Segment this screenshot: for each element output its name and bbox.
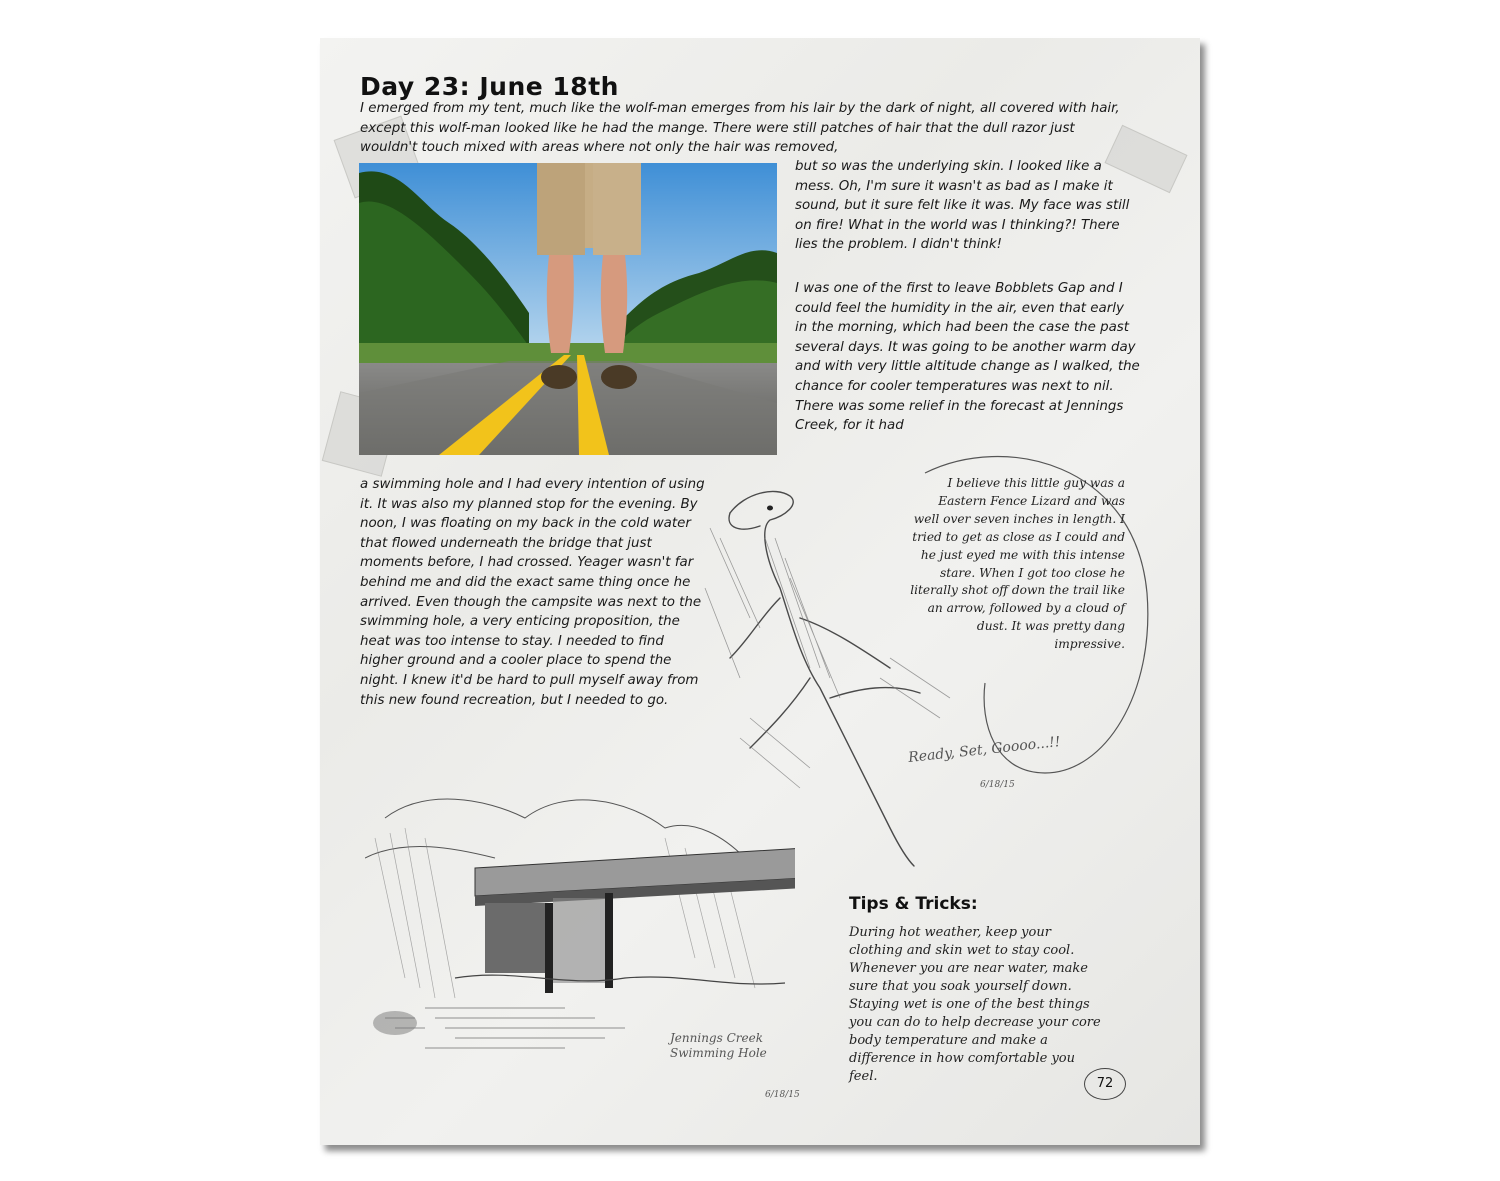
lizard-note: I believe this little guy was a Eastern Fence Lizard and was well over seven inches in length. I tried to get as close as I could and he just eyed me with this intense stare. When I got too close he literally shot off down the trail like an arrow, followed by a cloud of dust. It was pretty dang impressive. (910, 476, 1125, 652)
third-paragraph: a swimming hole and I had every intention of using it. It was also my planned stop for the evening. By noon, I was floating on my back in the cold water that flowed underneath the bridge that just moments before, I had crossed. Yeager wasn't far behind me and did the exact same thing once he arrived. Even though the campsite was next to the swimming hole, a very enticing proposition, the heat was too intense to stay. I needed to find higher ground and a cooler place to spend the night. I knew it'd be hard to pull myself away from this new found recreation, but I needed to go. (360, 477, 705, 708)
lizard-date: 6/18/15 (980, 780, 1015, 790)
page-title: Day 23: June 18th (360, 72, 619, 101)
bridge-date: 6/18/15 (765, 1090, 800, 1100)
bridge-caption: Jennings Creek Swimming Hole (670, 1031, 767, 1060)
journal-page (320, 38, 1200, 1145)
lizard-caption: Ready, Set, Goooo...!! (907, 734, 1062, 766)
second-paragraph: I was one of the first to leave Bobblets Gap and I could feel the humidity in the air, even that early in the morning, which had been the case the past several days. It was going to be another warm day and with very little altitude change as I walked, the chance for cooler temperatures was next to nil. There was some relief in the forecast at Jennings Creek, for it had (795, 281, 1140, 434)
page-number: 72 (1084, 1068, 1126, 1100)
intro-paragraph: I emerged from my tent, much like the wolf-man emerges from his lair by the dark of night, all covered with hair, except this wolf-man looked like he had the mange. There were still patches of hair that the dull razor just wouldn't touch mixed with areas where not only the hair was removed, (360, 101, 1120, 156)
intro-continued: but so was the underlying skin. I looked like a mess. Oh, I'm sure it wasn't as bad as I make it sound, but it sure felt like it was. My face was still on fire! What in the world was I thinking?! There lies the problem. I didn't think! (795, 159, 1130, 253)
tips-title: Tips & Tricks: (849, 894, 978, 914)
tips-body: During hot weather, keep your clothing and skin wet to stay cool. Whenever you are near water, make sure that you soak yourself down. Staying wet is one of the best things you can do to help decrease your core body temperature and make a difference in how comfortable you feel. (849, 925, 1101, 1084)
road-photo (359, 163, 777, 455)
